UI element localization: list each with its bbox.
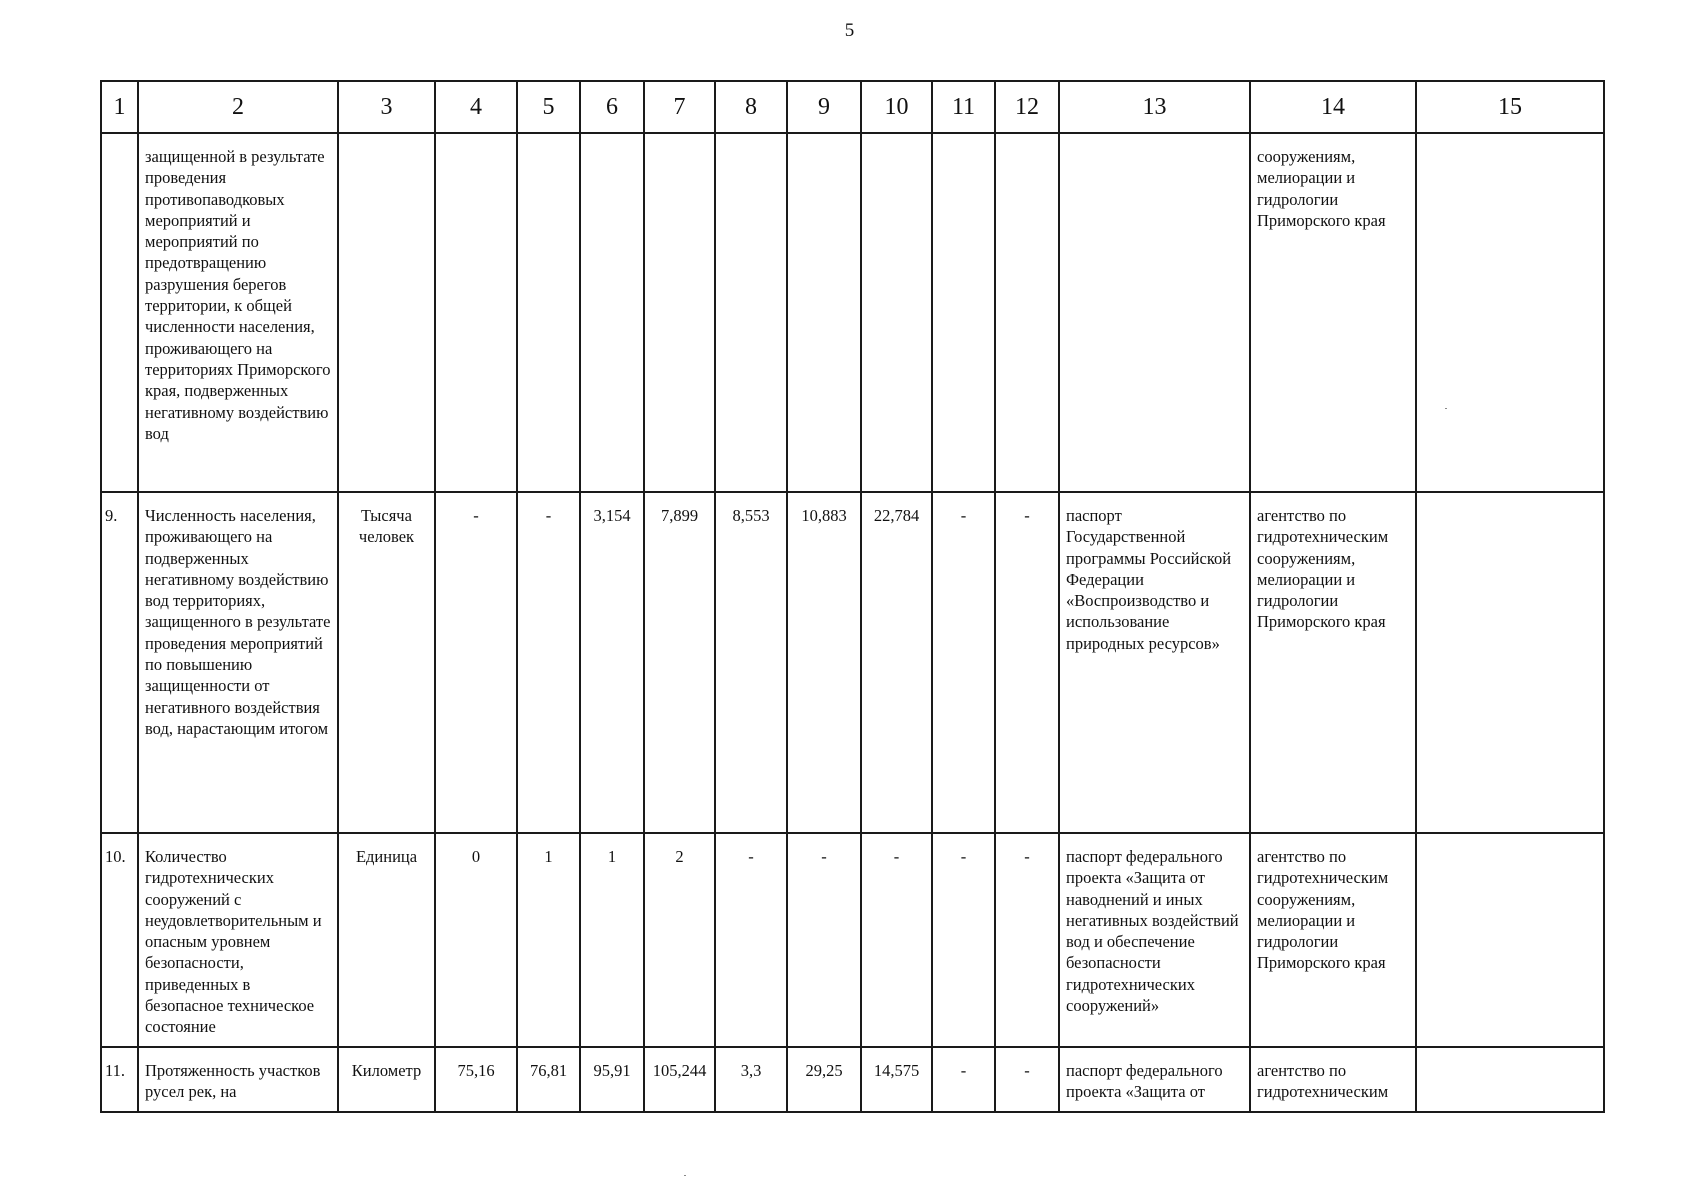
value-cell [581, 134, 643, 146]
unit-cell: Километр [351, 1061, 422, 1080]
column-header: 13 [1059, 81, 1250, 133]
value-cell: 0 [471, 847, 481, 866]
value-cell: 1 [544, 847, 553, 866]
column-header: 5 [517, 81, 580, 133]
value-cell: 7,899 [660, 506, 699, 525]
responsible-cell: агентство по гидротехническим [1257, 1061, 1389, 1102]
unit-cell [339, 134, 434, 146]
column-header: 11 [932, 81, 995, 133]
notes-cell [1417, 493, 1603, 505]
column-header: 4 [435, 81, 517, 133]
indicator-name: защищенной в результате проведения противопаводковых мероприятий и мероприятий по предотвращению разрушения берегов территории, к общей численности населения, проживающего на территориях Приморского края, подверженных негативному воздействию вод [145, 147, 331, 443]
value-cell: - [821, 847, 827, 866]
value-cell: 105,244 [652, 1061, 707, 1080]
page-number: 5 [844, 20, 855, 41]
value-cell: - [1024, 1061, 1030, 1080]
source-cell: паспорт федерального проекта «Защита от наводнений и иных негативных воздействий вод и обеспечение безопасности гидротехнических сооружений» [1066, 847, 1239, 1016]
value-cell: 75,16 [457, 1061, 495, 1080]
value-cell: - [1024, 506, 1030, 525]
table-row [101, 833, 1604, 1047]
row-number: 10. [105, 847, 126, 866]
column-header: 15 [1416, 81, 1604, 133]
value-cell [716, 134, 786, 146]
value-cell [862, 134, 931, 146]
value-cell: 95,91 [593, 1061, 631, 1080]
value-cell: 76,81 [529, 1061, 568, 1080]
value-cell: - [473, 506, 479, 525]
row-number [102, 134, 137, 146]
value-cell: - [1024, 847, 1030, 866]
indicators-table [100, 80, 1605, 1113]
indicator-name: Количество гидротехнических сооружений с неудовлетворительным и опасным уровнем безопасности, приведенных в безопасное техническое состояние [145, 847, 322, 1037]
value-cell: 8,553 [732, 506, 770, 525]
value-cell: 22,784 [873, 506, 920, 525]
responsible-cell: агентство по гидротехническим сооружениям, мелиорации и гидрологии Приморского края [1257, 847, 1389, 973]
table-row [101, 1047, 1604, 1112]
value-cell: - [748, 847, 754, 866]
value-cell: 1 [607, 847, 617, 866]
column-header: 12 [995, 81, 1059, 133]
column-header: 9 [787, 81, 861, 133]
scan-speck [1445, 408, 1447, 409]
value-cell: 3,154 [593, 506, 631, 525]
column-header: 2 [138, 81, 338, 133]
value-cell: 10,883 [801, 506, 847, 525]
value-cell [933, 134, 994, 146]
column-header: 10 [861, 81, 932, 133]
source-cell [1060, 134, 1249, 146]
responsible-cell: агентство по гидротехническим сооружениям, мелиорации и гидрологии Приморского края [1257, 506, 1389, 632]
column-header: 8 [715, 81, 787, 133]
column-header: 1 [101, 81, 138, 133]
column-header: 7 [644, 81, 715, 133]
indicator-name: Протяженность участков русел рек, на [145, 1061, 321, 1102]
value-cell: 14,575 [873, 1061, 920, 1080]
row-number: 11. [105, 1061, 126, 1080]
value-cell [788, 134, 860, 146]
value-cell: - [545, 506, 552, 525]
value-cell: - [960, 847, 967, 866]
notes-cell [1417, 834, 1603, 846]
row-number: 9. [105, 506, 118, 525]
value-cell [436, 134, 516, 146]
source-cell: паспорт федерального проекта «Защита от [1066, 1061, 1223, 1102]
scan-speck [684, 1175, 686, 1176]
unit-cell: Тысяча человек [358, 506, 415, 547]
value-cell: 2 [675, 847, 684, 866]
value-cell [645, 134, 714, 146]
responsible-cell: сооружениям, мелиорации и гидрологии Приморского края [1257, 147, 1386, 230]
table-row [101, 492, 1604, 833]
value-cell: 3,3 [740, 1061, 762, 1080]
value-cell [518, 134, 579, 146]
notes-cell [1417, 1048, 1603, 1060]
column-header: 3 [338, 81, 435, 133]
value-cell: - [893, 847, 900, 866]
table-row [101, 133, 1604, 492]
notes-cell [1417, 134, 1603, 146]
value-cell: - [960, 506, 967, 525]
unit-cell: Единица [355, 847, 418, 866]
indicator-name: Численность населения, проживающего на подверженных негативному воздействию вод территориях, защищенного в результате проведения мероприятий по повышению защищенности от негативного воздействия вод, нарастающим итогом [145, 506, 331, 738]
source-cell: паспорт Государственной программы Российской Федерации «Воспроизводство и использование природных ресурсов» [1066, 506, 1232, 653]
column-header: 14 [1250, 81, 1416, 133]
header-row [101, 81, 1604, 133]
column-header: 6 [580, 81, 644, 133]
value-cell: - [960, 1061, 967, 1080]
value-cell [996, 134, 1058, 146]
value-cell: 29,25 [805, 1061, 843, 1080]
